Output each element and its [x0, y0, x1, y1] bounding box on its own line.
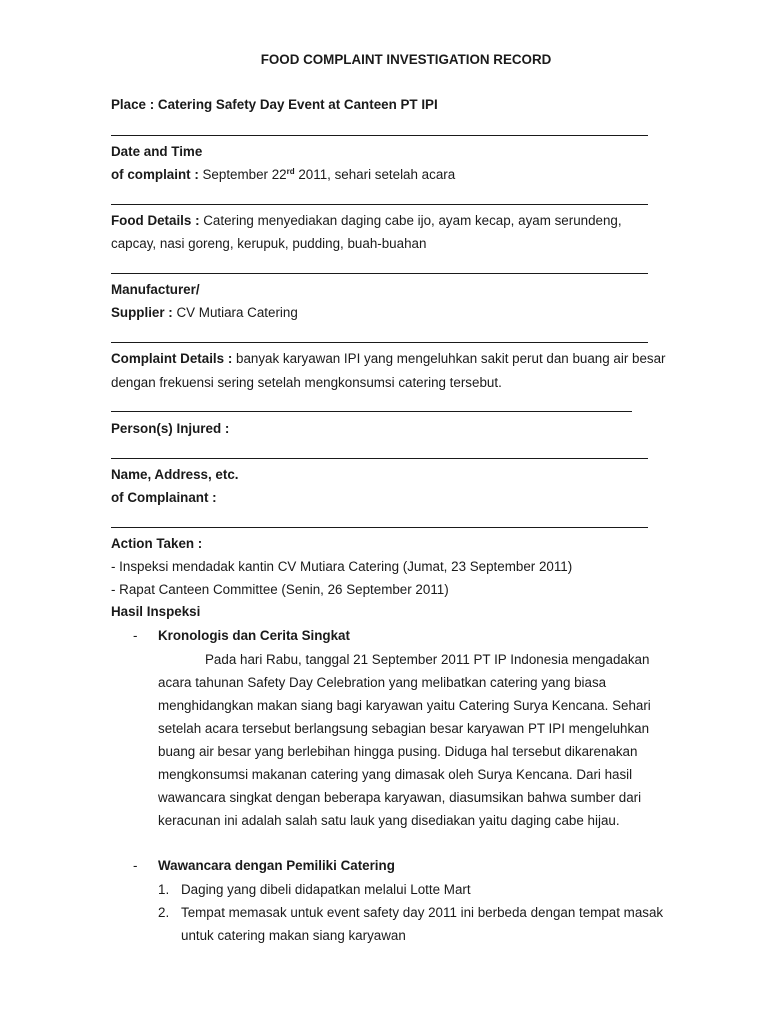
document-title: FOOD COMPLAINT INVESTIGATION RECORD — [260, 52, 552, 67]
paragraph-line: menghidangkan makan siang bagi karyawan yaitu Catering Surya Kencana. Sehari — [158, 698, 651, 713]
divider-line — [111, 458, 648, 459]
complainant-label: Name, Address, etc. — [111, 467, 239, 482]
complaint-details-field — [111, 350, 666, 368]
divider-line — [111, 273, 648, 274]
paragraph-line: acara tahunan Safety Day Celebration yang melibatkan catering yang biasa — [158, 675, 607, 690]
paragraph-line: setelah acara tersebut berlangsung sebagian besar karyawan PT IPI mengeluhkan — [158, 721, 650, 736]
action-taken-label: Action Taken : — [111, 536, 203, 551]
food-details-value-continued: capcay, nasi goreng, kerupuk, pudding, buah-buahan — [111, 236, 427, 251]
date-time-label: Date and Time — [111, 144, 203, 159]
list-item-number: 1. — [158, 882, 170, 897]
divider-line — [111, 411, 632, 412]
date-ordinal-suffix: rd — [286, 167, 295, 176]
food-details-label: Food Details : — [111, 213, 200, 228]
paragraph-line: buang air besar yang berlebihan hingga pusing. Diduga hal tersebut dikarenakan — [158, 744, 638, 759]
supplier-field — [111, 304, 298, 322]
complaint-details-value: banyak karyawan IPI yang mengeluhkan sakit perut dan buang air besar — [232, 351, 666, 366]
divider-line — [111, 527, 648, 528]
complainant-label-continued: of Complainant : — [111, 490, 217, 505]
paragraph-line: keracunan ini adalah salah satu lauk yang disediakan yaitu daging cabe hijau. — [158, 813, 620, 828]
place-field: Place : Catering Safety Day Event at Canteen PT IPI — [111, 97, 438, 112]
list-item: Daging yang dibeli didapatkan melalui Lotte Mart — [181, 882, 471, 897]
divider-line — [111, 135, 648, 136]
food-details-field — [111, 212, 622, 230]
date-of-complaint-field — [111, 166, 455, 184]
divider-line — [111, 204, 648, 205]
food-details-value: Catering menyediakan daging cabe ijo, ayam kecap, ayam serundeng, — [199, 213, 622, 228]
hasil-inspeksi-heading: Hasil Inspeksi — [111, 604, 201, 619]
manufacturer-label: Manufacturer/ — [111, 282, 200, 297]
list-item: Tempat memasak untuk event safety day 2011 ini berbeda dengan tempat masak — [181, 905, 664, 920]
persons-injured-label: Person(s) Injured : — [111, 421, 230, 436]
section-bullet: - — [133, 628, 138, 643]
date-of-complaint-value-rest: 2011, sehari setelah acara — [294, 167, 456, 182]
complaint-details-value-continued: dengan frekuensi sering setelah mengkonsumsi catering tersebut. — [111, 375, 502, 390]
section-heading-kronologis: Kronologis dan Cerita Singkat — [158, 628, 350, 643]
supplier-label: Supplier : — [111, 305, 173, 320]
list-item-continued: untuk catering makan siang karyawan — [181, 928, 406, 943]
date-of-complaint-value: September 22 — [198, 167, 287, 182]
section-bullet: - — [133, 858, 138, 873]
supplier-value: CV Mutiara Catering — [172, 305, 298, 320]
action-taken-item: - Rapat Canteen Committee (Senin, 26 September 2011) — [111, 582, 449, 597]
date-of-complaint-label: of complaint : — [111, 167, 199, 182]
complaint-details-label: Complaint Details : — [111, 351, 233, 366]
list-item-number: 2. — [158, 905, 170, 920]
divider-line — [111, 342, 648, 343]
paragraph-line: wawancara singkat dengan beberapa karyawan, diasumsikan bahwa sumber dari — [158, 790, 642, 805]
section-heading-wawancara: Wawancara dengan Pemiliki Catering — [158, 858, 395, 873]
paragraph-line: mengkonsumsi makanan catering yang dimasak oleh Surya Kencana. Dari hasil — [158, 767, 633, 782]
paragraph-line: Pada hari Rabu, tanggal 21 September 2011 PT IP Indonesia mengadakan — [205, 652, 650, 667]
action-taken-item: - Inspeksi mendadak kantin CV Mutiara Catering (Jumat, 23 September 2011) — [111, 559, 573, 574]
